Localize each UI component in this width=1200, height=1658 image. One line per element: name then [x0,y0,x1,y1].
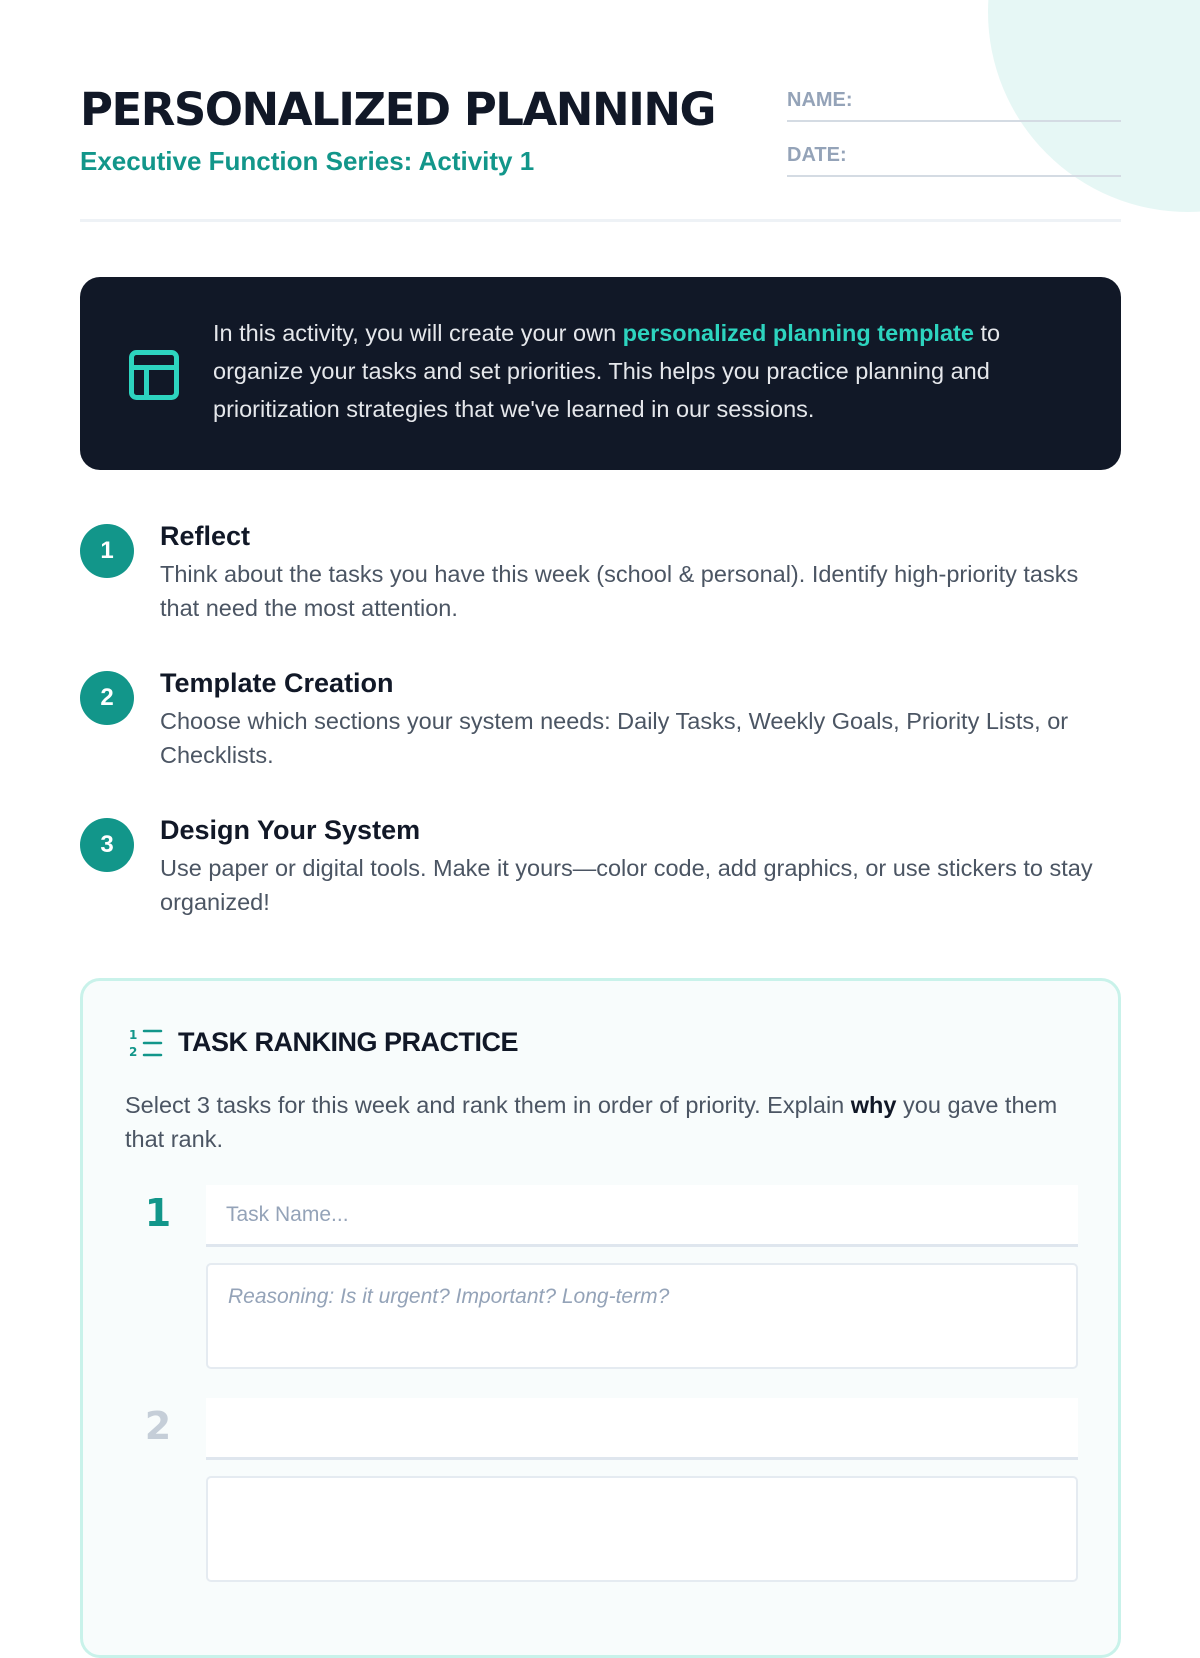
intro-text-after: to organize your tasks and set priorities. This helps you practice planning and prioritization strategies that we've learned in our sessions. [213,320,1001,422]
step-number-badge: 3 [80,818,134,872]
task-ranking-card [80,978,1121,1658]
task-ranking-desc-bold: why [850,1092,897,1118]
rank-number: 2 [144,1404,172,1448]
rank-number: 1 [144,1191,172,1235]
svg-text:1: 1 [129,1028,138,1042]
task-reasoning-input[interactable] [206,1476,1078,1582]
step-description: Use paper or digital tools. Make it yours—color code, add graphics, or use stickers to stay organized! [160,855,1093,915]
step-title: Template Creation [160,668,394,698]
task-name-input[interactable] [206,1398,1078,1460]
layout-template-icon [124,345,184,405]
step-number-badge: 1 [80,524,134,578]
task-ranking-desc-after: you gave them that rank. [125,1092,1058,1152]
step-number-badge: 2 [80,671,134,725]
task-ranking-description [125,1088,1085,1156]
intro-text-before: In this activity, you will create your own [213,320,623,346]
header-divider [80,219,1121,222]
intro-highlight: personalized planning template [622,320,974,346]
task-ranking-title: TASK RANKING PRACTICE [178,1027,518,1057]
step-description: Choose which sections your system needs: Daily Tasks, Weekly Goals, Priority Lists, or Checklists. [160,708,1069,768]
intro-text [213,314,1073,428]
page-title: PERSONALIZED PLANNING [80,83,715,136]
svg-text:2: 2 [129,1045,138,1059]
page-subtitle: Executive Function Series: Activity 1 [80,146,535,176]
step-title: Design Your System [160,815,421,845]
step-description: Think about the tasks you have this week (school & personal). Identify high-priority tasks that need the most attention. [160,561,1079,621]
task-reasoning-input[interactable] [206,1263,1078,1369]
date-label: DATE: [787,144,847,166]
name-field[interactable] [787,86,1121,122]
task-ranking-desc-before: Select 3 tasks for this week and rank them in order of priority. Explain [125,1092,851,1118]
name-label: NAME: [787,89,853,111]
ordered-list-icon [126,1026,164,1060]
task-name-input[interactable] [206,1185,1078,1247]
intro-box [80,277,1121,470]
date-field[interactable] [787,141,1121,177]
step-title: Reflect [160,521,251,551]
